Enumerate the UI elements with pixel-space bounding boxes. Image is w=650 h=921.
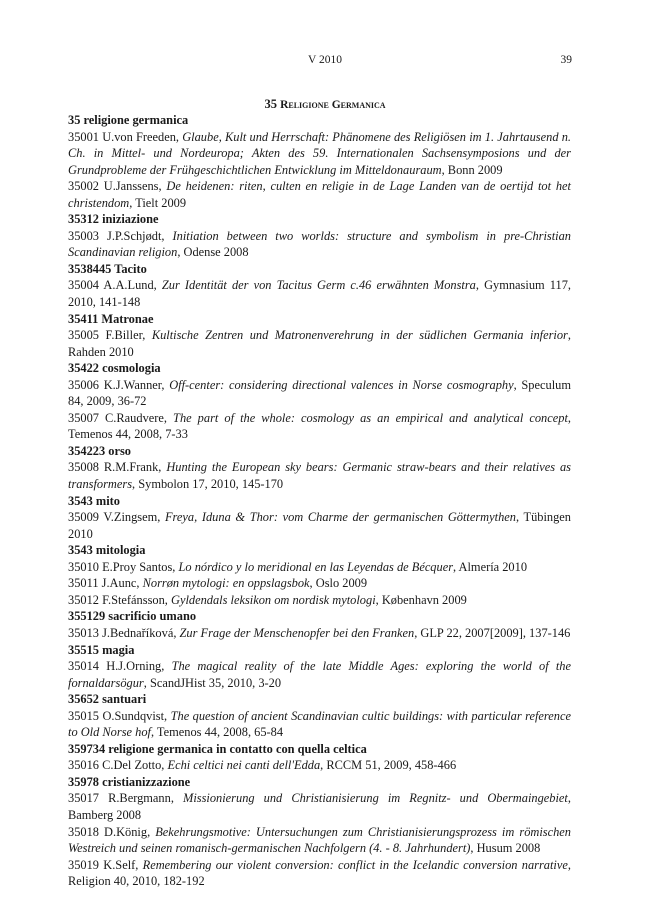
subject-heading: 354223 orso <box>68 443 131 458</box>
bibliography-entry <box>68 178 571 211</box>
bibliography-entry <box>68 327 571 360</box>
entry-title: Kultische Zentren und Matronenverehrung in der südlichen Germania inferior <box>151 328 568 343</box>
entry-author: U.Janssens, <box>103 179 162 194</box>
entry-number: 35007 <box>68 410 99 425</box>
entry-author: K.Self, <box>103 857 139 872</box>
bibliography-entry <box>68 708 571 741</box>
entry-author: A.A.Lund, <box>103 278 157 293</box>
entry-author: K.J.Wanner, <box>103 377 165 392</box>
subject-heading: 35652 santuari <box>68 692 147 707</box>
bibliography-entry <box>68 459 571 492</box>
entry-publication: , ScandJHist 35, 2010, 3-20 <box>143 675 282 690</box>
subject-heading: 359734 religione germanica in contatto con quella celtica <box>68 741 367 756</box>
entry-number: 35001 <box>68 129 99 144</box>
entry-title: Off-center: considering directional valences in Norse cosmography <box>169 377 514 392</box>
bibliography-entry <box>68 824 571 857</box>
subject-heading: 3538445 Tacito <box>68 261 147 276</box>
entry-publication: , Odense 2008 <box>177 245 249 260</box>
entry-number: 35014 <box>68 659 99 674</box>
entry-publication: , Temenos 44, 2008, 7-33 <box>68 410 571 442</box>
entry-title: Zur Identität der von Tacitus Germ c.46 erwähnten Monstra <box>161 278 476 293</box>
entry-title: Zur Frage der Menschenopfer bei den Franken <box>179 625 415 640</box>
bibliography-entry <box>68 757 571 774</box>
subject-heading: 3543 mitologia <box>68 543 146 558</box>
entry-publication: , Speculum 84, 2009, 36-72 <box>68 377 571 409</box>
entry-number: 35002 <box>68 179 99 194</box>
entry-title: Hunting the European sky bears: Germanic straw-bears and their relatives as transformers <box>68 460 571 492</box>
section-title: Religione Germanica <box>280 99 386 111</box>
entry-number: 35003 <box>68 228 99 243</box>
entry-publication: , Temenos 44, 2008, 65-84 <box>150 725 284 740</box>
entry-publication: , Bonn 2009 <box>441 162 503 177</box>
entry-author: J.Bednaříková, <box>102 625 177 640</box>
bibliography-entry <box>68 277 571 310</box>
entry-publication: , Husum 2008 <box>470 841 541 856</box>
entry-number: 35010 <box>68 559 99 574</box>
entry-number: 35018 <box>68 824 99 839</box>
subject-heading: 355129 sacrificio umano <box>68 609 197 624</box>
bibliography-list <box>68 112 571 890</box>
entry-publication: , Oslo 2009 <box>309 576 368 591</box>
entry-title: Lo nórdico y lo meridional en las Leyendas de Bécquer <box>178 559 454 574</box>
entry-publication: , Tielt 2009 <box>129 195 187 210</box>
entry-title: Gyldendals leksikon om nordisk mytologi <box>171 592 376 607</box>
bibliography-entry <box>68 377 571 410</box>
entry-title: Glaube, Kult und Herrschaft: Phänomene des Religiösen im 1. Jahrtausend n. Ch. in Mittel- und Nordeuropa; Akten des 59. Internationalen Sachsensymposions und der Grundprobleme der Frühgeschichtlichen Entwicklung im Mitteldonauraum <box>68 129 571 177</box>
entry-author: V.Zingsem, <box>103 510 161 525</box>
entry-publication: , Rahden 2010 <box>68 328 571 359</box>
entry-author: H.J.Orning, <box>106 659 165 674</box>
entry-number: 35005 <box>68 328 99 343</box>
subject-heading: 35515 magia <box>68 642 135 657</box>
entry-publication: , RCCM 51, 2009, 458-466 <box>320 758 457 773</box>
subject-heading: 3543 mito <box>68 493 120 508</box>
entry-author: C.Raudvere, <box>105 410 167 425</box>
entry-number: 35015 <box>68 708 99 723</box>
entry-author: J.P.Schjødt, <box>107 228 165 243</box>
section-heading <box>0 97 650 112</box>
entry-publication: , GLP 22, 2007[2009], 137-146 <box>414 625 571 640</box>
subject-heading: 35 religione germanica <box>68 113 189 127</box>
entry-publication: , Bamberg 2008 <box>68 791 571 822</box>
bibliography-entry <box>68 592 571 609</box>
entry-title: Bekehrungsmotive: Untersuchungen zum Christianisierungsprozess im römischen Westreich und seinen romanisch-germanischen Nachfolgern (4. - 8. Jahrhundert) <box>68 824 571 856</box>
entry-author: E.Proy Santos, <box>102 559 176 574</box>
entry-author: J.Aunc, <box>101 576 140 591</box>
entry-author: D.König, <box>104 824 151 839</box>
entry-author: U.von Freeden, <box>102 129 180 144</box>
entry-publication: , København 2009 <box>375 592 467 607</box>
entry-number: 35017 <box>68 791 99 806</box>
entry-number: 35008 <box>68 460 99 475</box>
entry-title: The question of ancient Scandinavian cultic buildings: with particular reference to Old Norse hof <box>68 708 571 740</box>
bibliography-entry <box>68 790 571 823</box>
entry-title: Remembering our violent conversion: conflict in the Icelandic conversion narrative <box>142 857 568 872</box>
entry-title: Freya, Iduna & Thor: vom Charme der germanischen Göttermythen <box>164 510 516 525</box>
entry-number: 35013 <box>68 625 99 640</box>
volume-label: V 2010 <box>308 54 342 66</box>
page-number: 39 <box>560 54 572 66</box>
entry-number: 35004 <box>68 278 99 293</box>
entry-author: O.Sundqvist, <box>102 708 168 723</box>
bibliography-entry <box>68 129 571 179</box>
entry-title: Norrøn mytologi: en oppslagsbok <box>142 576 310 591</box>
running-head <box>0 54 650 70</box>
entry-number: 35019 <box>68 857 99 872</box>
bibliography-entry <box>68 575 571 592</box>
entry-number: 35011 <box>68 576 99 591</box>
subject-heading: 35411 Matronae <box>68 311 154 326</box>
entry-title: De heidenen: riten, culten en religie in de Lage Landen van de oertijd tot het christendom <box>68 179 571 210</box>
entry-author: C.Del Zotto, <box>102 758 165 773</box>
subject-heading: 35422 cosmologia <box>68 361 161 376</box>
entry-author: F.Stefánsson, <box>102 592 168 607</box>
bibliography-entry <box>68 509 571 542</box>
entry-number: 35016 <box>68 758 99 773</box>
entry-number: 35009 <box>68 510 99 525</box>
entry-publication: , Almería 2010 <box>453 559 528 574</box>
subject-heading: 35312 iniziazione <box>68 212 159 227</box>
bibliography-entry <box>68 857 571 890</box>
entry-publication: , Religion 40, 2010, 182-192 <box>68 857 571 889</box>
bibliography-entry <box>68 658 571 691</box>
entry-author: R.M.Frank, <box>103 460 162 475</box>
entry-publication: , Tübingen 2010 <box>68 510 571 541</box>
entry-author: F.Biller, <box>105 328 146 343</box>
entry-title: Initiation between two worlds: structure and symbolism in pre-Christian Scandinavian religion <box>68 228 572 260</box>
bibliography-entry <box>68 410 571 443</box>
entry-title: Echi celtici nei canti dell'Edda <box>167 758 321 773</box>
entry-title: The magical reality of the late Middle Ages: exploring the world of the fornaldarsögur <box>68 659 571 690</box>
entry-number: 35012 <box>68 592 99 607</box>
entry-title: The part of the whole: cosmology as an empirical and analytical concept <box>173 410 568 425</box>
entry-title: Missionierung und Christianisierung im Regnitz- und Obermaingebiet <box>183 791 568 806</box>
entry-publication: , Gymnasium 117, 2010, 141-148 <box>68 278 571 310</box>
bibliography-entry <box>68 559 571 576</box>
entry-publication: , Symbolon 17, 2010, 145-170 <box>132 477 284 492</box>
entry-author: R.Bergmann, <box>108 791 174 806</box>
bibliography-entry <box>68 228 571 261</box>
section-number: 35 <box>264 97 277 111</box>
subject-heading: 35978 cristianizzazione <box>68 774 191 789</box>
entry-number: 35006 <box>68 377 99 392</box>
bibliography-entry <box>68 625 571 642</box>
